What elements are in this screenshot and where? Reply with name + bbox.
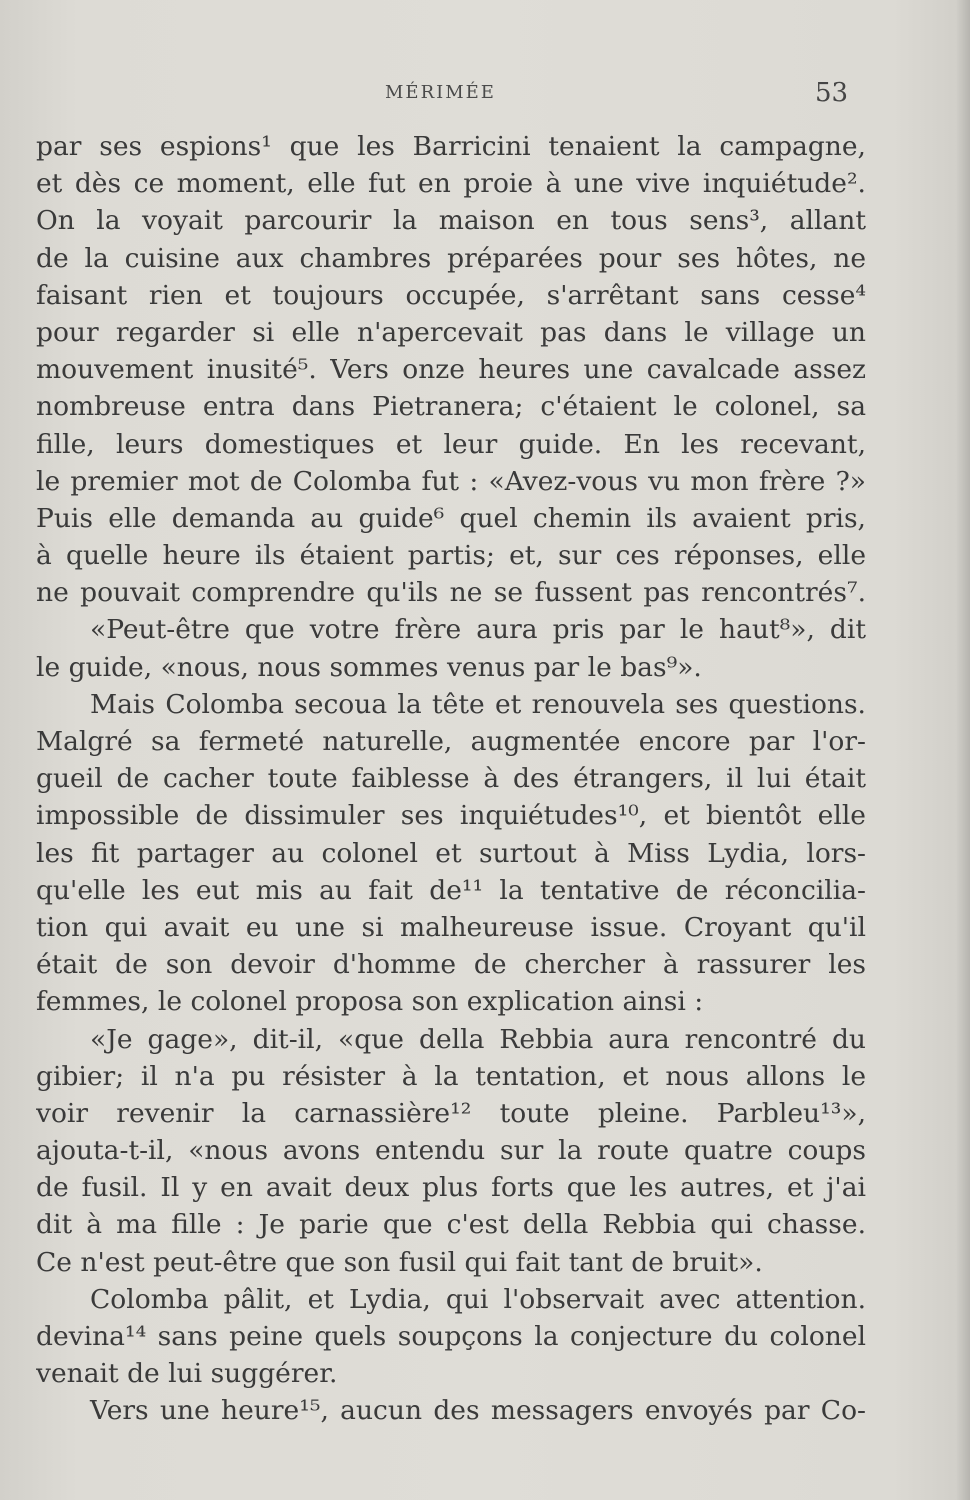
text-line: On la voyait parcourir la maison en tous sens³, allant (36, 205, 866, 237)
page-number: 53 (815, 78, 849, 108)
text-line: et dès ce moment, elle fut en proie à une vive inquiétude². (36, 168, 866, 200)
text-line: le guide, «nous, nous sommes venus par le bas⁹». (36, 651, 702, 683)
text-line: voir revenir la carnassière¹² toute pleine. Parbleu¹³», (36, 1097, 866, 1129)
text-line: ajouta-t-il, «nous avons entendu sur la route quatre coups (36, 1135, 866, 1167)
text-line: gibier; il n'a pu résister à la tentation, et nous allons le (36, 1060, 866, 1092)
text-line: Puis elle demanda au guide⁶ quel chemin ils avaient pris, (36, 502, 866, 534)
text-line: dit à ma fille : Je parie que c'est della Rebbia qui chasse. (36, 1209, 866, 1241)
text-line: Ce n'est peut-être que son fusil qui fait tant de bruit». (36, 1246, 763, 1278)
text-line: tion qui avait eu une si malheureuse issue. Croyant qu'il (36, 911, 866, 943)
text-line: devina¹⁴ sans peine quels soupçons la conjecture du colonel (36, 1321, 866, 1352)
text-line: faisant rien et toujours occupée, s'arrêtant sans cesse⁴ (36, 279, 866, 311)
text-line: pour regarder si elle n'apercevait pas dans le village un (36, 316, 866, 348)
text-line: «Je gage», dit-il, «que della Rebbia aura rencontré du (90, 1023, 866, 1055)
text-line: nombreuse entra dans Pietranera; c'étaient le colonel, sa (36, 391, 866, 423)
text-line: Colomba pâlit, et Lydia, qui l'observait avec attention. (90, 1283, 866, 1315)
text-line: de la cuisine aux chambres préparées pour ses hôtes, ne (36, 242, 866, 274)
text-line: «Peut-être que votre frère aura pris par le haut⁸», dit (90, 614, 866, 646)
text-line: à quelle heure ils étaient partis; et, sur ces réponses, elle (36, 540, 866, 572)
text-line: impossible de dissimuler ses inquiétudes¹⁰, et bientôt elle (36, 800, 866, 832)
body-text (36, 128, 866, 1430)
running-title: MÉRIMÉE (385, 82, 496, 103)
text-line: par ses espions¹ que les Barricini tenaient la campagne, (36, 131, 866, 162)
text-line: gueil de cacher toute faiblesse à des étrangers, il lui était (36, 763, 866, 795)
page-header (0, 78, 970, 108)
text-line: Mais Colomba secoua la tête et renouvela ses questions. (90, 688, 866, 720)
text-line: le premier mot de Colomba fut : «Avez-vous vu mon frère ?» (36, 465, 866, 497)
text-line: ne pouvait comprendre qu'ils ne se fussent pas rencontrés⁷. (36, 577, 866, 609)
text-line: Vers une heure¹⁵, aucun des messagers envoyés par Co- (90, 1395, 866, 1427)
text-line: qu'elle les eut mis au fait de¹¹ la tentative de réconcilia- (36, 874, 866, 906)
text-line: les fit partager au colonel et surtout à Miss Lydia, lors- (36, 837, 866, 869)
text-line: était de son devoir d'homme de chercher à rassurer les (36, 949, 866, 981)
text-line: femmes, le colonel proposa son explication ainsi : (36, 986, 704, 1018)
text-line: Malgré sa fermeté naturelle, augmentée encore par l'or- (36, 726, 866, 757)
text-line: fille, leurs domestiques et leur guide. En les recevant, (36, 428, 866, 460)
text-line: de fusil. Il y en avait deux plus forts que les autres, et j'ai (36, 1172, 866, 1204)
page-edge-shadow (956, 0, 970, 1500)
text-line: venait de lui suggérer. (36, 1358, 338, 1390)
text-line: mouvement inusité⁵. Vers onze heures une cavalcade assez (36, 354, 866, 386)
